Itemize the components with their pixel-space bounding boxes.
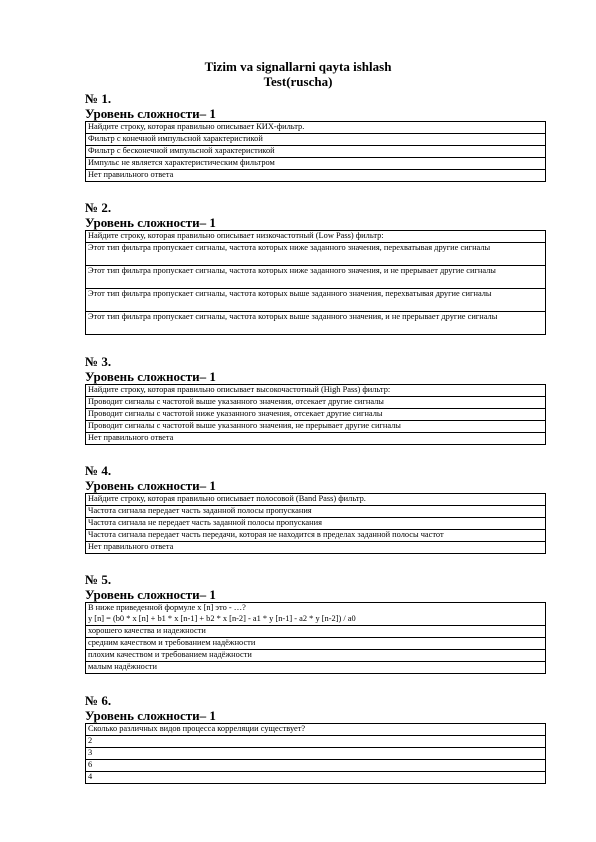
answer-row [86, 650, 546, 662]
answer-row [86, 170, 546, 182]
answer-table [85, 493, 546, 554]
question-text: Найдите строку, которая правильно описывает высокочастотный (High Pass) фильтр: [86, 385, 546, 397]
formula-text: y [n] = (b0 * x [n] + b1 * x [n-1] + b2 * x [n-2] - a1 * y [n-1] - a2 * y [n-2]) / a0 [86, 614, 546, 626]
answer-option: средним качеством и требованием надёжности [86, 638, 546, 650]
difficulty-level: Уровень сложности– 1 [85, 215, 216, 230]
question-text: В ниже приведенной формуле x [n] это - …? [86, 603, 546, 615]
answer-row [86, 638, 546, 650]
answer-row [86, 772, 546, 784]
question-text: Найдите строку, которая правильно описывает низкочастотный (Low Pass) фильтр: [86, 231, 546, 243]
answer-option: Частота сигнала передает часть передачи, которая не находится в пределах заданной полосы частот [86, 530, 546, 542]
answer-option: 4 [86, 772, 546, 784]
question-row [86, 724, 546, 736]
answer-table [85, 723, 546, 784]
answer-option: Фильтр с бесконечной импульсной характеристикой [86, 146, 546, 158]
answer-row [86, 409, 546, 421]
answer-option: хорошего качества и надежности [86, 626, 546, 638]
answer-option: Нет правильного ответа [86, 433, 546, 445]
question-row [86, 231, 546, 243]
difficulty-level: Уровень сложности– 1 [85, 106, 216, 121]
answer-option: Этот тип фильтра пропускает сигналы, частота которых ниже заданного значения, перехватывая другие сигналы [86, 243, 546, 266]
answer-row [86, 518, 546, 530]
formula-row [86, 614, 546, 626]
question-row [86, 122, 546, 134]
document-title: Tizim va signallarni qayta ishlash [204, 59, 392, 74]
answer-row [86, 626, 546, 638]
question-1 [85, 91, 546, 182]
answer-option: 6 [86, 760, 546, 772]
document-subtitle: Test(ruscha) [263, 74, 333, 89]
answer-option: Частота сигнала не передает часть заданной полосы пропускания [86, 518, 546, 530]
question-2 [85, 200, 546, 335]
answer-row [86, 433, 546, 445]
answer-row [86, 736, 546, 748]
answer-option: Этот тип фильтра пропускает сигналы, частота которых выше заданного значения, перехватывая другие сигналы [86, 289, 546, 312]
answer-table [85, 121, 546, 182]
answer-option: Нет правильного ответа [86, 542, 546, 554]
answer-row [86, 312, 546, 335]
answer-row [86, 243, 546, 266]
question-3 [85, 354, 546, 445]
answer-row [86, 421, 546, 433]
question-row [86, 494, 546, 506]
answer-table [85, 384, 546, 445]
answer-row [86, 748, 546, 760]
difficulty-level: Уровень сложности– 1 [85, 587, 216, 602]
difficulty-level: Уровень сложности– 1 [85, 478, 216, 493]
difficulty-level: Уровень сложности– 1 [85, 369, 216, 384]
question-number: № 3. [85, 354, 112, 369]
answer-option: Фильтр с конечной импульсной характеристикой [86, 134, 546, 146]
answer-option: малым надёжности [86, 662, 546, 674]
answer-row [86, 266, 546, 289]
answer-option: 3 [86, 748, 546, 760]
answer-row [86, 289, 546, 312]
answer-row [86, 542, 546, 554]
answer-option: Проводит сигналы с частотой выше указанного значения, отсекает другие сигналы [86, 397, 546, 409]
answer-option: Этот тип фильтра пропускает сигналы, частота которых выше заданного значения, и не прерывает другие сигналы [86, 312, 546, 335]
answer-row [86, 146, 546, 158]
question-text: Сколько различных видов процесса корреляции существует? [86, 724, 546, 736]
question-number: № 2. [85, 200, 112, 215]
answer-table [85, 230, 546, 335]
answer-option: Частота сигнала передает часть заданной полосы пропускания [86, 506, 546, 518]
question-4 [85, 463, 546, 554]
answer-option: плохим качеством и требованием надёжности [86, 650, 546, 662]
question-6 [85, 693, 546, 784]
question-row [86, 603, 546, 615]
answer-option: Нет правильного ответа [86, 170, 546, 182]
answer-option: Импульс не является характеристическим фильтром [86, 158, 546, 170]
answer-option: 2 [86, 736, 546, 748]
question-number: № 5. [85, 572, 112, 587]
answer-option: Этот тип фильтра пропускает сигналы, частота которых ниже заданного значения, и не прерывает другие сигналы [86, 266, 546, 289]
answer-row [86, 760, 546, 772]
answer-row [86, 662, 546, 674]
answer-row [86, 158, 546, 170]
question-text: Найдите строку, которая правильно описывает КИХ-фильтр. [86, 122, 546, 134]
question-row [86, 385, 546, 397]
question-5 [85, 572, 546, 674]
answer-row [86, 506, 546, 518]
question-number: № 6. [85, 693, 112, 708]
question-text: Найдите строку, которая правильно описывает полосовой (Band Pass) фильтр. [86, 494, 546, 506]
answer-row [86, 134, 546, 146]
answer-option: Проводит сигналы с частотой выше указанного значения, не прерывает другие сигналы [86, 421, 546, 433]
answer-option: Проводит сигналы с частотой ниже указанного значения, отсекает другие сигналы [86, 409, 546, 421]
answer-row [86, 530, 546, 542]
answer-row [86, 397, 546, 409]
difficulty-level: Уровень сложности– 1 [85, 708, 216, 723]
question-number: № 1. [85, 91, 112, 106]
question-number: № 4. [85, 463, 112, 478]
answer-table [85, 602, 546, 674]
